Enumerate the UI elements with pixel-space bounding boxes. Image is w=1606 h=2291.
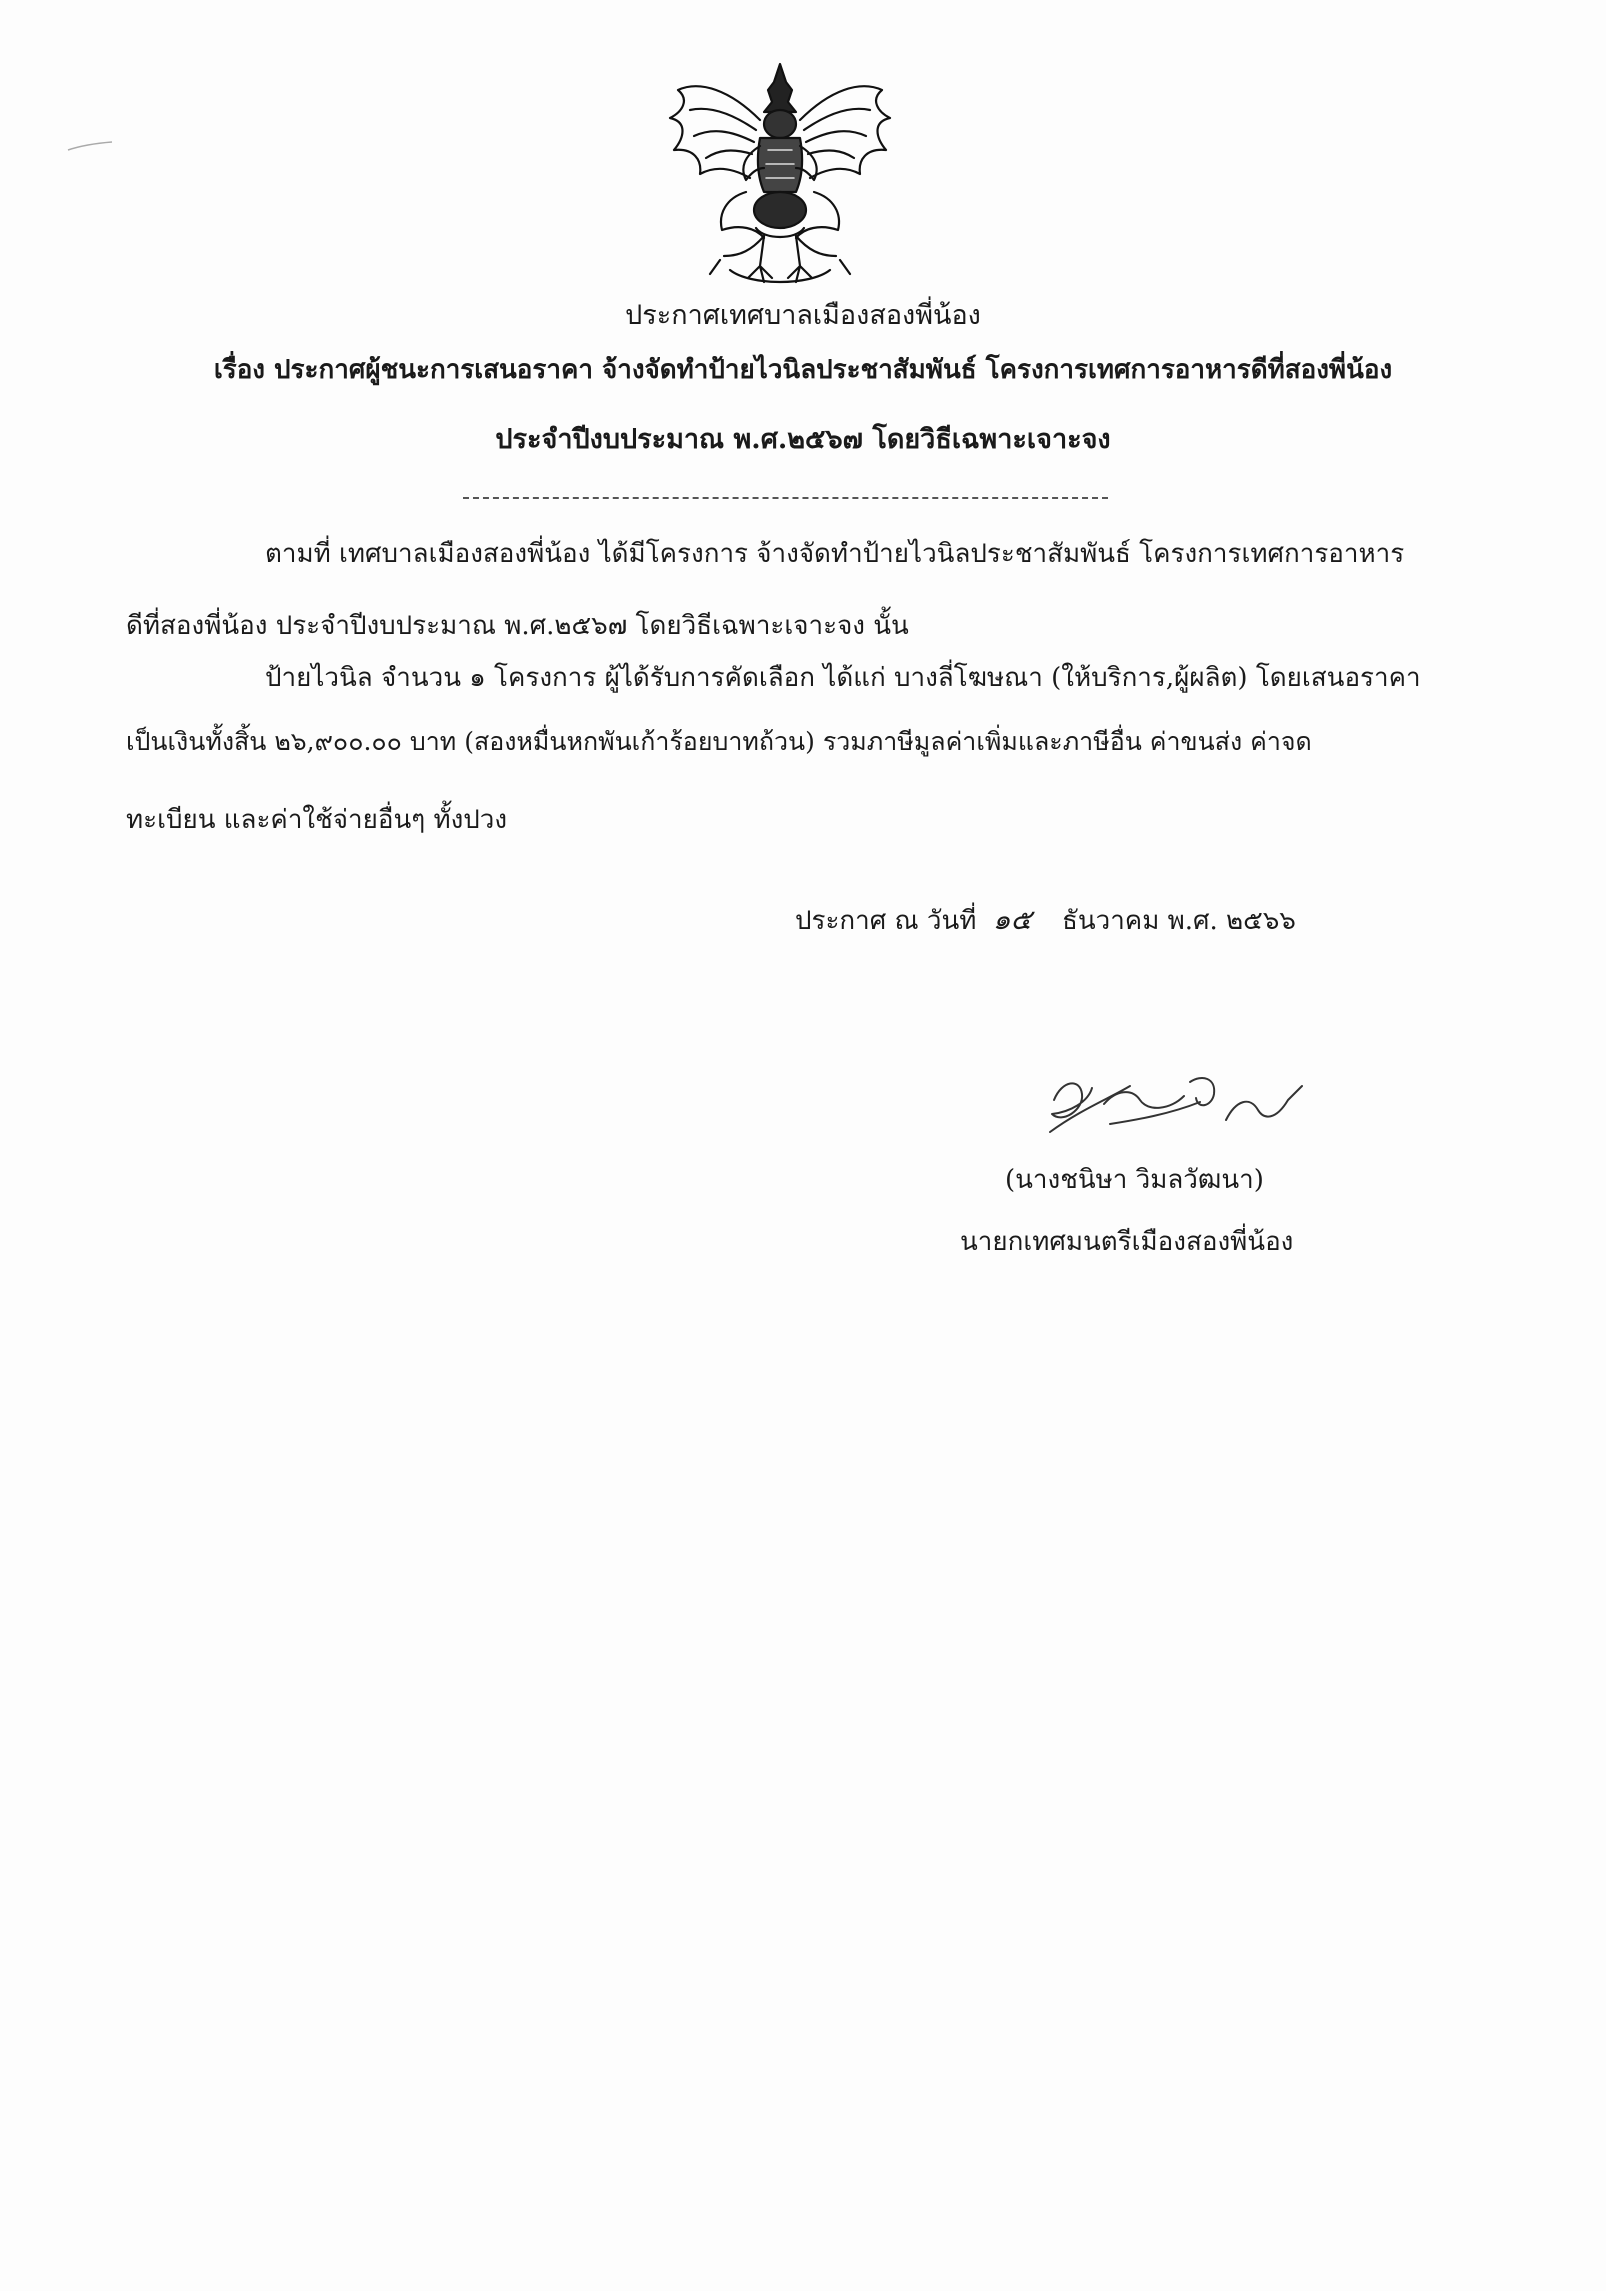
paragraph-1-line-2: ดีที่สองพี่น้อง ประจำปีงบประมาณ พ.ศ.๒๕๖๗ โดยวิธีเฉพาะเจาะจง นั้น xyxy=(126,611,909,641)
paragraph-2-line-1: ป้ายไวนิล จำนวน ๑ โครงการ ผู้ได้รับการคัดเลือก ได้แก่ บางลี่โฆษณา (ให้บริการ,ผู้ผลิต) โดยเสนอราคา xyxy=(265,663,1421,693)
scan-speck xyxy=(66,140,126,152)
date-month-year: ธันวาคม พ.ศ. ๒๕๖๖ xyxy=(1061,906,1296,936)
paragraph-2-line-3: ทะเบียน และค่าใช้จ่ายอื่นๆ ทั้งปวง xyxy=(126,805,508,835)
paragraph-2-line-2: เป็นเงินทั้งสิ้น ๒๖,๙๐๐.๐๐ บาท (สองหมื่นหกพันเก้าร้อยบาทถ้วน) รวมภาษีมูลค่าเพิ่มและภาษีอื่น ค่าขนส่ง ค่าจด xyxy=(126,727,1312,756)
paragraph-1-line-1: ตามที่ เทศบาลเมืองสองพี่น้อง ได้มีโครงการ จ้างจัดทำป้ายไวนิลประชาสัมพันธ์ โครงการเทศการอาหาร xyxy=(265,539,1405,569)
garuda-emblem-icon xyxy=(660,60,900,290)
subject-line-1: เรื่อง ประกาศผู้ชนะการเสนอราคา จ้างจัดทำป้ายไวนิลประชาสัมพันธ์ โครงการเทศการอาหารดีที่สองพี่น้อง xyxy=(213,355,1393,385)
announcement-date xyxy=(795,900,1296,941)
header-separator xyxy=(463,497,1108,499)
handwritten-signature-icon xyxy=(1040,1040,1330,1150)
signatory-name: (นางชนิษา วิมลวัฒนา) xyxy=(1005,1165,1264,1195)
date-label: ประกาศ ณ วันที่ xyxy=(795,906,977,936)
subject-line-2: ประจำปีงบประมาณ พ.ศ.๒๕๖๗ โดยวิธีเฉพาะเจาะจง xyxy=(495,424,1111,455)
signatory-position: นายกเทศมนตรีเมืองสองพี่น้อง xyxy=(960,1227,1294,1257)
org-title: ประกาศเทศบาลเมืองสองพี่น้อง xyxy=(625,300,981,331)
date-day: ๑๕ xyxy=(992,903,1032,936)
